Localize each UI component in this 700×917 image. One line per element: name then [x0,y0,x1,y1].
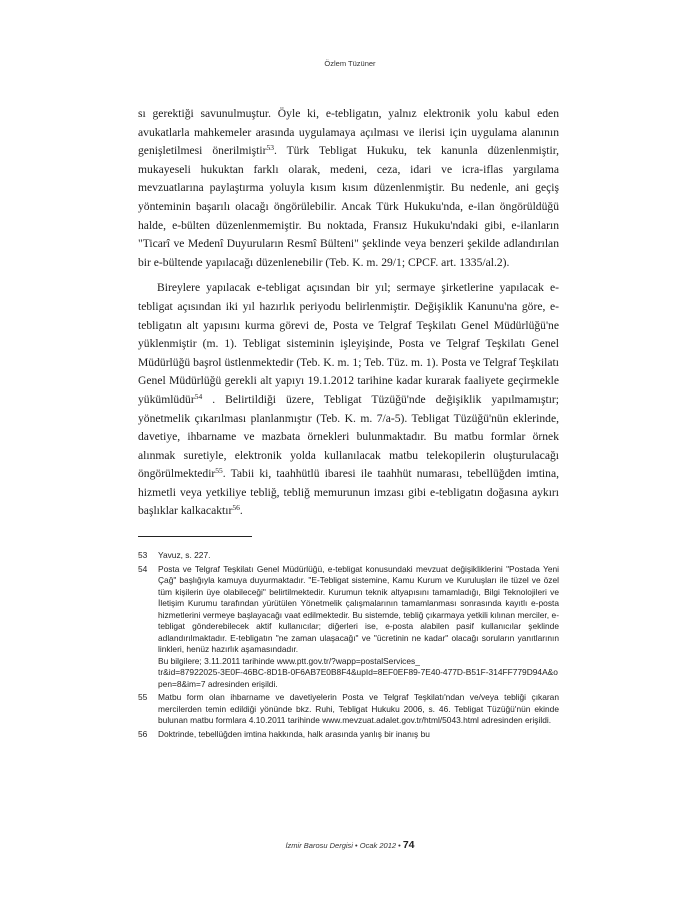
footnote-number: 54 [138,563,148,574]
footnote-reference: 53 [266,143,274,153]
footnote-number: 53 [138,550,148,560]
body-paragraph [138,279,559,521]
footnote-line: Doktrinde, tebellüğden imtina hakkında, halk arasında yanlış bir inanış bu [158,728,430,739]
footer-separator: • [396,841,403,850]
footnote-separator [138,536,252,537]
footnote-text [158,692,559,727]
paragraph-text: . Türk Tebligat Hukuku, tek kanunla düzenlenmiştir, mukayeseli hukuktan farklı olarak, medeni, ceza, idari ve icra-iflas yargılama mevzuatlarına paylaştırma yoluyla kısım kısım düzenlenmiştir. Bu nedenle, ani geçiş yönteminin başarılı olacağı öngörülebilir. Ancak Türk Hukuku'nda, e-ilan öngörüldüğü halde, e-bülten düzenlenmemiştir. Bu noktada, Fransız Hukuku'ndaki gibi, e-ilanların "Ticarî ve Medenî Duyuruların Resmî Bülteni" şeklinde veya benzeri şekilde adlandırılan bir e-bültende yapılacağı düzenlenebilir (Teb. K. m. 29/1; CPCF. art. 1335/al.2). [138,144,559,269]
paragraph-text: . Tabii ki, taahhütlü ibaresi ile taahhüt numarası, tebellüğden imtina, hizmetli veya yetkiliye tebliğ, tebliğ memurunun imzası gibi e-tebligatın doğasına aykırı başlıklar kalkacaktır [138,467,559,518]
page-number: 74 [402,839,415,851]
footnote-item [138,729,559,741]
paragraph-text: sı gerektiği savunulmuştur. Öyle ki, e-tebligatın, yalnız elektronik yolu kabul eden avukatlarla mahkemeler arasında uygulamaya açılması ve ilerisi için uygulama alanının genişletilmesi önerilmiştir [138,107,559,158]
paragraph-text: . [239,504,243,518]
footnote-text [158,729,559,741]
footnote-text [158,550,559,562]
footnote-number: 55 [138,692,148,702]
footnote-line: tr&id=87922025-3E0F-46BC-8D1B-0F6AB7E0B8F4&upId=8EF0EF89-7E40-477D-B51F-314FF779D94A&open=8&im=7 adresinden erişildi. [158,667,558,689]
page-footer [0,839,700,851]
footnote-item [138,692,559,727]
footnote-line: Yavuz, s. 227. [158,550,211,560]
footnote-line: Matbu form olan ihbarname ve davetiyelerin Posta ve Telgraf Teşkilatı'ndan ve/veya tebliği çıkaran mercilerden temin edildiği yönünde bkz. Ruhi, Tebligat Hukuku 2006, s. 46. Tebligat Tüzüğü'nün ekinde bulunan matbu formlara 4.10.2011 tarihinde www.mevzuat.adalet.gov.tr/html/5043.html adresinden erişildi. [158,692,559,725]
footnote-text [158,564,559,691]
footnote-reference: 56 [232,503,240,513]
footnote-item [138,550,559,562]
footnotes [138,550,559,740]
footnote-line: Posta ve Telgraf Teşkilatı Genel Müdürlüğü, e-tebligat konusundaki mevzuat değişikliklerini "Postada Yeni Çağ" başlığıyla kamuya duyurmaktadır. "E-Tebligat sistemine, Kamu Kurum ve Kuruluşları ile tüzel ve özel tüm kişilerin üye olabileceği" belirtilmektedir. Kurumun teknik altyapısını tamamladığı, Bilgi Teknolojileri ve İletişim Kurumu tarafından yürütülen Yönetmelik çalışmalarının tamamlanması sonrasında kayıtlı e-posta hizmetlerini vermeye başlayacağı vaat edilmektedir. Bu sistemde, tebliğ çıkarmaya yetkili kılınan merciler, e-tebligat gönderebilecek aktif kullanıcılar; diğerleri ise, e-posta alabilen pasif kullanıcılar şeklinde adlandırılmaktadır. E-tebligatın "ne zaman ulaşacağı" ve "ücretinin ne kadar" olacağı soruların yanıtlarının linkleri, henüz hazırlık aşamasındadır. [158,563,559,654]
running-header [0,59,700,68]
footer-issue: Ocak 2012 [359,841,397,850]
paragraph-text: . Belirtildiği üzere, Tebligat Tüzüğü'nde değişiklik yapılmamıştır; yönetmelik çıkarılması planlanmıştır (Teb. K. m. 7/a-5). Tebligat Tüzüğü'nün eklerinde, davetiye, ihbarname ve mazbata örnekleri bulunmaktadır. Bu matbu formlar örnek alınmak suretiyle, elektronik yolda kullanılacak matbu telekopilerin oluşturulacağı öngörülmektedir [138,392,559,481]
body-text [138,105,559,521]
running-header-author: Özlem Tüzüner [324,59,376,68]
footer-journal-name: İzmir Barosu Dergisi [285,841,353,850]
footnote-item [138,564,559,691]
paragraph-text: Bireylere yapılacak e-tebligat açısından bir yıl; sermaye şirketlerine yapılacak e-tebligat açısından iki yıl hazırlık periyodu belirlenmiştir. Değişiklik Kanunu'na göre, e-tebligatın alt yapısını kurma görevi de, Posta ve Telgraf Teşkilatı Genel Müdürlüğü'ne yüklenmiştir (m. 1). Tebligat sisteminin işleyişinde, Posta ve Telgraf Teşkilatı Genel Müdürlüğü başrol üstlenmektedir (Teb. K. m. 1; Teb. Tüz. m. 1). Posta ve Telgraf Teşkilatı Genel Müdürlüğü gerekli alt yapıyı 19.1.2012 tarihine kadar kurarak faaliyete geçirmekle yükümlüdür [138,281,559,406]
body-paragraph [138,105,559,272]
footnote-line: Bu bilgilere; 3.11.2011 tarihinde www.ptt.gov.tr/?wapp=postalServices_ [158,655,420,666]
footer-separator: • [352,841,360,850]
footnote-reference: 55 [215,466,223,476]
footnote-number: 56 [138,728,148,739]
footnote-reference: 54 [194,391,203,401]
